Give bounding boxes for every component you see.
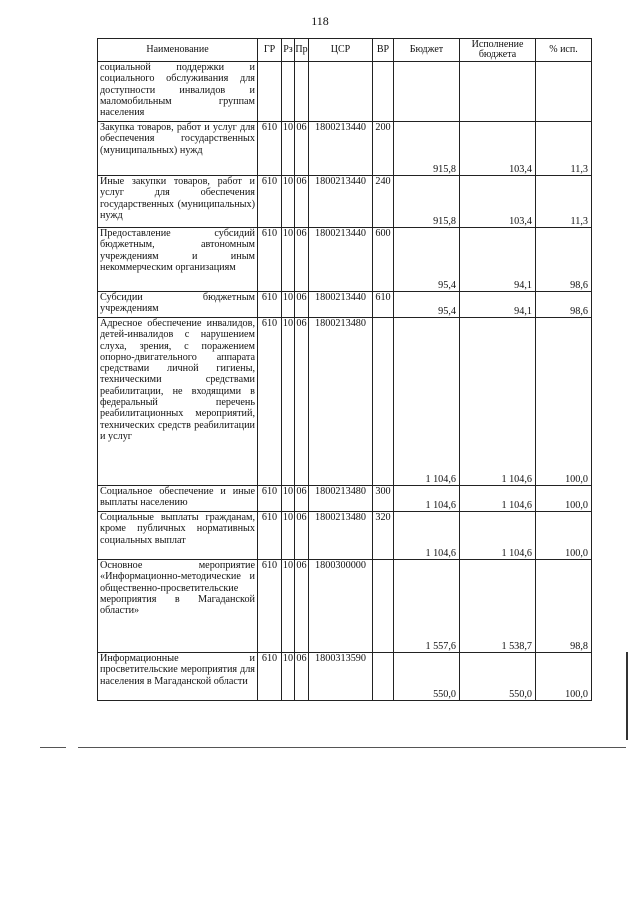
row-pr: 06: [295, 122, 309, 176]
row-gr: [258, 62, 282, 122]
row-budget: 1 557,6: [394, 560, 460, 653]
row-name: Закупка товаров, работ и услуг для обеспечения государственных (муниципальных) нужд: [98, 122, 258, 176]
row-name: Информационные и просветительские мероприятия для населения в Магаданской области: [98, 653, 258, 701]
row-budget: 1 104,6: [394, 486, 460, 512]
table-row: [98, 512, 592, 560]
row-csr: [309, 62, 373, 122]
row-rz: 10: [282, 560, 295, 653]
scan-edge-mark: [626, 652, 628, 740]
row-rz: 10: [282, 512, 295, 560]
row-pr: 06: [295, 512, 309, 560]
table-row: [98, 62, 592, 122]
header-csr: ЦСР: [309, 39, 373, 62]
row-name: Субсидии бюджетным учреждениям: [98, 292, 258, 318]
row-gr: 610: [258, 176, 282, 228]
scan-line-main: [78, 747, 626, 748]
row-vr: 200: [373, 122, 394, 176]
row-name: Адресное обеспечение инвалидов, детей-инвалидов с нарушением слуха, зрения, с поражением опорно-двигательного аппарата средствами личной гигиены, техническими средствами реабилитации, не входящими в федеральный перечень реабилитационных мероприятий, технических средств реабилитации и услуг: [98, 318, 258, 486]
row-vr: [373, 653, 394, 701]
row-gr: 610: [258, 228, 282, 292]
row-rz: 10: [282, 653, 295, 701]
row-name: Социальное обеспечение и иные выплаты населению: [98, 486, 258, 512]
row-csr: 1800213480: [309, 318, 373, 486]
row-gr: 610: [258, 318, 282, 486]
header-rz: Рз: [282, 39, 295, 62]
header-execution: Исполнение бюджета: [460, 39, 536, 62]
row-vr: [373, 62, 394, 122]
row-pr: 06: [295, 486, 309, 512]
row-pr: 06: [295, 653, 309, 701]
table-row: [98, 292, 592, 318]
row-rz: 10: [282, 292, 295, 318]
page-number: 118: [311, 14, 329, 28]
header-gr: ГР: [258, 39, 282, 62]
row-vr: 300: [373, 486, 394, 512]
row-pct: 100,0: [536, 318, 592, 486]
row-vr: 600: [373, 228, 394, 292]
table-row: [98, 560, 592, 653]
row-csr: 1800213440: [309, 228, 373, 292]
header-name: Наименование: [98, 39, 258, 62]
row-name: Основное мероприятие «Информационно-методические и общественно-просветительские мероприятия в Магаданской области»: [98, 560, 258, 653]
table-body: [98, 62, 592, 701]
row-budget: [394, 62, 460, 122]
row-execution: 94,1: [460, 228, 536, 292]
row-csr: 1800213440: [309, 122, 373, 176]
row-pr: 06: [295, 228, 309, 292]
row-gr: 610: [258, 292, 282, 318]
budget-table: [97, 38, 592, 701]
row-pct: 100,0: [536, 512, 592, 560]
row-csr: 1800300000: [309, 560, 373, 653]
row-gr: 610: [258, 560, 282, 653]
row-execution: 1 538,7: [460, 560, 536, 653]
row-pr: 06: [295, 292, 309, 318]
row-budget: 1 104,6: [394, 318, 460, 486]
header-pr: Пр: [295, 39, 309, 62]
header-pct: % исп.: [536, 39, 592, 62]
row-vr: 320: [373, 512, 394, 560]
row-pct: 100,0: [536, 653, 592, 701]
row-gr: 610: [258, 653, 282, 701]
row-csr: 1800213440: [309, 176, 373, 228]
table-row: [98, 486, 592, 512]
row-rz: 10: [282, 176, 295, 228]
table-header-row: [98, 39, 592, 62]
row-name: Предоставление субсидий бюджетным, автономным учреждениям и иным некоммерческим организациям: [98, 228, 258, 292]
row-pct: 11,3: [536, 176, 592, 228]
header-budget: Бюджет: [394, 39, 460, 62]
row-vr: [373, 318, 394, 486]
row-vr: [373, 560, 394, 653]
row-pct: 98,8: [536, 560, 592, 653]
row-pct: [536, 62, 592, 122]
row-pct: 98,6: [536, 292, 592, 318]
row-csr: 1800213480: [309, 486, 373, 512]
row-gr: 610: [258, 122, 282, 176]
row-pct: 100,0: [536, 486, 592, 512]
table-row: [98, 318, 592, 486]
table-row: [98, 176, 592, 228]
row-vr: 610: [373, 292, 394, 318]
row-name: Иные закупки товаров, работ и услуг для обеспечения государственных (муниципальных) нужд: [98, 176, 258, 228]
row-budget: 915,8: [394, 176, 460, 228]
row-budget: 95,4: [394, 292, 460, 318]
header-vr: ВР: [373, 39, 394, 62]
row-name: социальной поддержки и социального обслуживания для доступности инвалидов и маломобильным группам населения: [98, 62, 258, 122]
row-execution: 103,4: [460, 122, 536, 176]
row-execution: 103,4: [460, 176, 536, 228]
row-budget: 95,4: [394, 228, 460, 292]
table-row: [98, 228, 592, 292]
row-name: Социальные выплаты гражданам, кроме публичных нормативных социальных выплат: [98, 512, 258, 560]
row-rz: 10: [282, 486, 295, 512]
row-budget: 915,8: [394, 122, 460, 176]
row-vr: 240: [373, 176, 394, 228]
row-execution: 550,0: [460, 653, 536, 701]
row-pr: 06: [295, 318, 309, 486]
row-gr: 610: [258, 512, 282, 560]
table-row: [98, 122, 592, 176]
row-csr: 1800213480: [309, 512, 373, 560]
row-execution: 1 104,6: [460, 512, 536, 560]
row-pr: [295, 62, 309, 122]
row-rz: [282, 62, 295, 122]
row-execution: 1 104,6: [460, 318, 536, 486]
row-csr: 1800213440: [309, 292, 373, 318]
row-pr: 06: [295, 176, 309, 228]
row-execution: [460, 62, 536, 122]
row-rz: 10: [282, 122, 295, 176]
row-csr: 1800313590: [309, 653, 373, 701]
row-pr: 06: [295, 560, 309, 653]
table-row: [98, 653, 592, 701]
scan-line-left: [40, 747, 66, 748]
row-gr: 610: [258, 486, 282, 512]
row-budget: 550,0: [394, 653, 460, 701]
row-execution: 1 104,6: [460, 486, 536, 512]
row-pct: 98,6: [536, 228, 592, 292]
row-pct: 11,3: [536, 122, 592, 176]
row-rz: 10: [282, 318, 295, 486]
row-execution: 94,1: [460, 292, 536, 318]
row-rz: 10: [282, 228, 295, 292]
row-budget: 1 104,6: [394, 512, 460, 560]
